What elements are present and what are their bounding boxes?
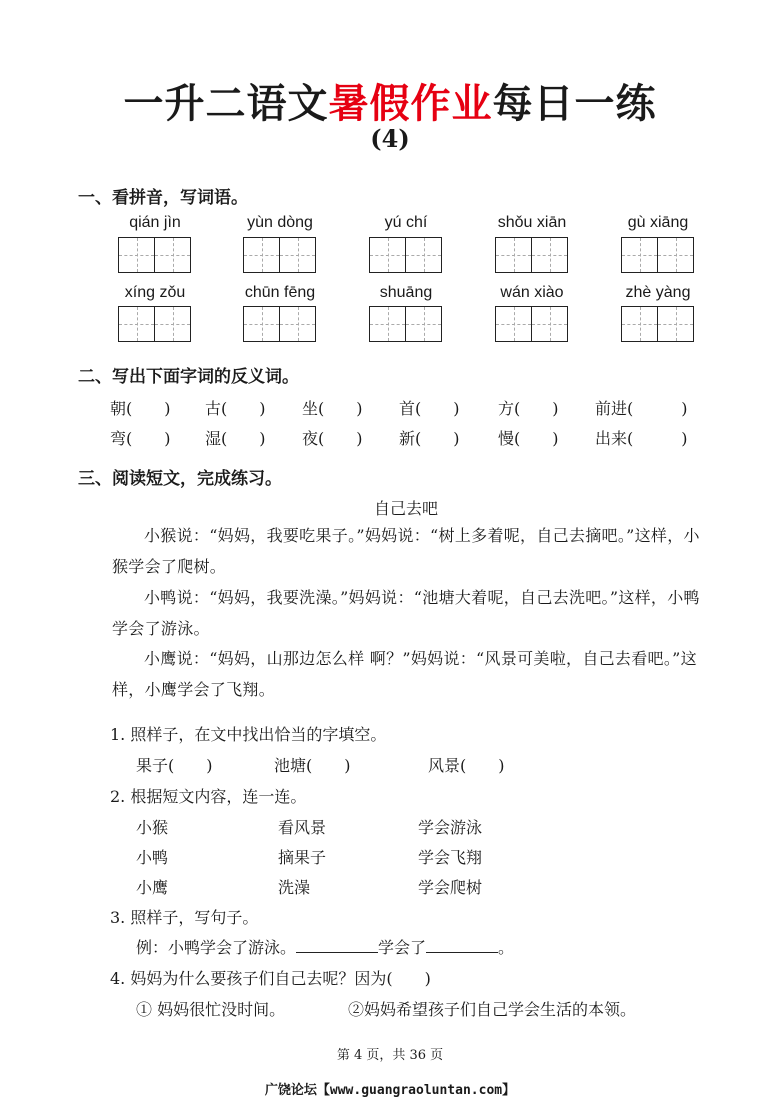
title-part-1: 一升二语文 — [123, 81, 329, 127]
match-right-item[interactable]: 学会飞翔 — [418, 848, 483, 867]
pinyin-label: shǒu xiān — [497, 214, 567, 231]
writing-boxes[interactable] — [118, 306, 192, 342]
antonym-item[interactable]: 弯( ) — [110, 429, 171, 448]
match-middle-item[interactable]: 看风景 — [278, 818, 327, 837]
pinyin-label: shuāng — [379, 284, 433, 301]
antonym-item[interactable]: 方( ) — [498, 399, 559, 418]
page-number: 第 4 页，共 36 页 — [336, 1048, 444, 1063]
passage-paragraph: 小猴说：“妈妈，我要吃果子。”妈妈说：“树上多着呢，自己去摘吧。”这样，小猴学会了爬树。 — [112, 526, 700, 576]
antonym-item[interactable]: 首( ) — [399, 399, 460, 418]
pinyin-label: xíng zǒu — [124, 284, 186, 301]
fill-item[interactable]: 果子( ) — [136, 756, 213, 775]
page-title — [0, 72, 780, 129]
match-left-item[interactable]: 小猴 — [136, 818, 169, 837]
match-right-item[interactable]: 学会游泳 — [418, 818, 483, 837]
writing-boxes[interactable] — [621, 237, 695, 273]
question-4: 4. 妈妈为什么要孩子们自己去呢？因为( ) — [110, 969, 431, 988]
match-middle-item[interactable]: 摘果子 — [278, 848, 327, 867]
page-subtitle: (4) — [370, 124, 410, 153]
option-2[interactable]: ②妈妈希望孩子们自己学会生活的本领。 — [348, 1000, 637, 1019]
pinyin-label: qián jìn — [129, 214, 181, 231]
antonym-item[interactable]: 古( ) — [205, 399, 266, 418]
sentence-example — [136, 935, 514, 958]
antonym-item[interactable]: 湿( ) — [205, 429, 266, 448]
example-sentence: 例：小鸭学会了游泳。 — [136, 938, 297, 957]
antonym-item[interactable]: 慢( ) — [498, 429, 559, 448]
antonym-item[interactable]: 新( ) — [399, 429, 460, 448]
pinyin-label: chūn fēng — [244, 284, 316, 301]
answer-blank[interactable] — [426, 938, 498, 953]
passage-paragraph: 小鸭说：“妈妈，我要洗澡。”妈妈说：“池塘大着呢，自己去洗吧。”这样，小鸭学会了游泳。 — [112, 588, 700, 638]
writing-boxes[interactable] — [495, 237, 569, 273]
fill-item[interactable]: 风景( ) — [428, 756, 505, 775]
antonym-item[interactable]: 前进( ) — [595, 399, 688, 418]
source-site: 广饶论坛【www.guangraoluntan.com】 — [264, 1083, 516, 1098]
passage-title: 自己去吧 — [374, 499, 439, 518]
pinyin-label: wán xiào — [500, 284, 564, 301]
antonym-item[interactable]: 坐( ) — [302, 399, 363, 418]
example-middle: 学会了 — [378, 938, 427, 957]
section-2-heading: 二、写出下面字词的反义词。 — [78, 367, 299, 387]
section-1-heading: 一、看拼音，写词语。 — [78, 188, 248, 208]
answer-blank[interactable] — [296, 938, 378, 953]
match-left-item[interactable]: 小鹰 — [136, 878, 169, 897]
example-end: 。 — [498, 938, 515, 957]
writing-boxes[interactable] — [495, 306, 569, 342]
section-3-heading: 三、阅读短文，完成练习。 — [78, 469, 282, 489]
pinyin-label: yùn dòng — [247, 214, 313, 231]
pinyin-label: yú chí — [384, 214, 428, 231]
writing-boxes[interactable] — [243, 237, 317, 273]
match-left-item[interactable]: 小鸭 — [136, 848, 169, 867]
match-middle-item[interactable]: 洗澡 — [278, 878, 311, 897]
antonym-item[interactable]: 夜( ) — [302, 429, 363, 448]
question-2: 2. 根据短文内容，连一连。 — [110, 787, 307, 806]
passage-paragraph: 小鹰说：“妈妈，山那边怎么样 啊？”妈妈说：“风景可美啦，自己去看吧。”这样，小鹰学会了飞翔。 — [112, 649, 697, 699]
antonym-item[interactable]: 出来( ) — [595, 429, 688, 448]
match-right-item[interactable]: 学会爬树 — [418, 878, 483, 897]
pinyin-label: gù xiāng — [627, 214, 689, 231]
title-highlight: 暑假作业 — [328, 81, 493, 127]
writing-boxes[interactable] — [369, 306, 443, 342]
antonym-item[interactable]: 朝( ) — [110, 399, 171, 418]
writing-boxes[interactable] — [369, 237, 443, 273]
writing-boxes[interactable] — [621, 306, 695, 342]
title-part-2: 每日一练 — [492, 81, 657, 127]
writing-boxes[interactable] — [118, 237, 192, 273]
writing-boxes[interactable] — [243, 306, 317, 342]
fill-item[interactable]: 池塘( ) — [274, 756, 351, 775]
option-1[interactable]: ① 妈妈很忙没时间。 — [136, 1000, 286, 1019]
question-1: 1. 照样子，在文中找出恰当的字填空。 — [110, 725, 387, 744]
pinyin-label: zhè yàng — [625, 284, 691, 301]
question-3: 3. 照样子，写句子。 — [110, 908, 259, 927]
